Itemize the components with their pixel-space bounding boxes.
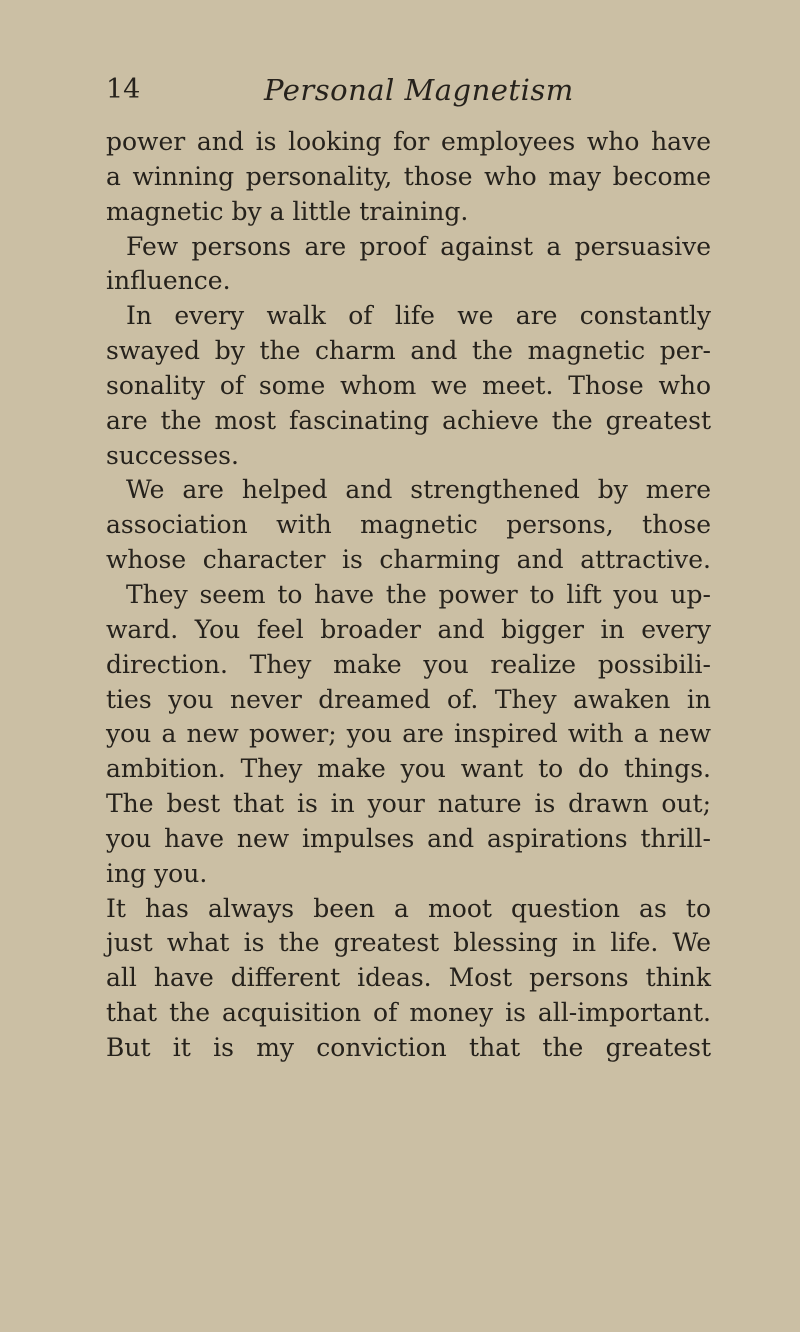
text-line: that the acquisition of money is all-important.: [106, 998, 711, 1028]
text-line: whose character is charming and attractive.: [106, 545, 711, 575]
text-line: The best that is in your nature is drawn out;: [106, 789, 711, 819]
text-line: magnetic by a little training.: [106, 196, 469, 226]
text-line: We are helped and strengthened by mere: [126, 475, 711, 505]
text-line: It has always been a moot question as to: [106, 893, 711, 923]
text-line: In every walk of life we are constantly: [126, 301, 711, 331]
text-line: just what is the greatest blessing in life. We: [106, 928, 711, 958]
text-line: ward. You feel broader and bigger in every: [106, 614, 711, 644]
text-line: ing you.: [106, 858, 208, 888]
text-line: influence.: [106, 266, 231, 296]
text-line: But it is my conviction that the greatest: [106, 1032, 711, 1062]
text-line: They seem to have the power to lift you up-: [126, 579, 711, 609]
text-line: you a new power; you are inspired with a new: [106, 719, 711, 749]
text-line: association with magnetic persons, those: [106, 510, 711, 540]
text-line: are the most fascinating achieve the greatest: [106, 405, 711, 435]
body-text: [106, 125, 711, 1066]
text-line: Few persons are proof against a persuasive: [126, 231, 711, 261]
page-number: 14: [106, 74, 141, 105]
text-line: sonality of some whom we meet. Those who: [106, 370, 711, 400]
page-header: [106, 72, 706, 112]
text-line: you have new impulses and aspirations thrill-: [106, 823, 711, 853]
text-line: ambition. They make you want to do things.: [106, 754, 711, 784]
text-line: a winning personality, those who may become: [106, 161, 711, 191]
text-line: power and is looking for employees who have: [106, 127, 711, 156]
text-line: successes.: [106, 440, 239, 470]
text-line: direction. They make you realize possibili-: [106, 649, 711, 679]
text-line: all have different ideas. Most persons think: [106, 963, 711, 993]
text-line: ties you never dreamed of. They awaken in: [106, 684, 711, 714]
text-line: swayed by the charm and the magnetic per-: [106, 336, 711, 366]
running-title: Personal Magnetism: [264, 73, 574, 107]
